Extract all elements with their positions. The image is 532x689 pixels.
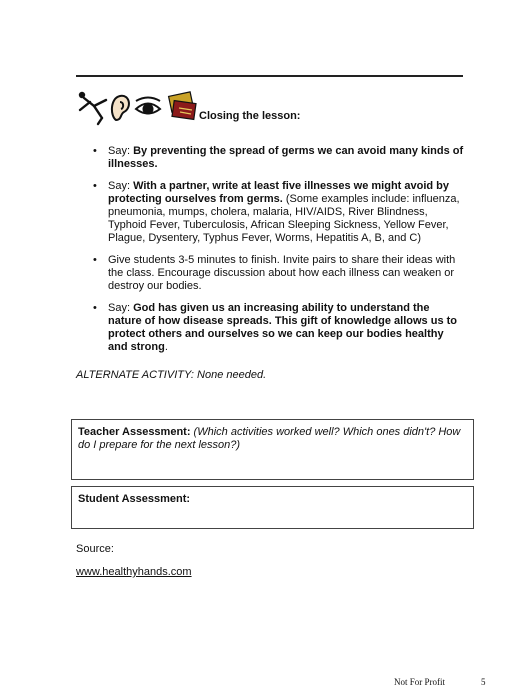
page-number: 5 [481,677,486,687]
teacher-assessment-label: Teacher Assessment: [78,426,191,438]
teacher-assessment-question: (Which activities worked well? Which ones didn't? How do I prepare for the next lesson?) [78,426,461,451]
alternate-activity: ALTERNATE ACTIVITY: None needed. [76,369,267,381]
source-label: Source: [76,543,114,555]
eye-icon [136,98,160,114]
activity-icons [76,90,206,126]
list-item: • Give students 3-5 minutes to finish. Invite pairs to share their ideas with the class. Encourage discussion about how each illness can weaken or destroy our bodies. [93,254,465,293]
horizontal-rule [76,75,463,77]
student-assessment-box [71,486,474,529]
list-item: • Say: By preventing the spread of germs we can avoid many kinds of illnesses. [93,145,465,171]
book-icon [169,92,196,120]
teacher-assessment-box [71,419,474,480]
closing-bullet-list [93,145,465,363]
closing-title: Closing the lesson: [199,110,301,122]
student-assessment-label: Student Assessment: [78,493,191,505]
footer-text: Not For Profit [394,677,446,687]
ear-icon [112,96,129,120]
list-item: • Say: With a partner, write at least five illnesses we might avoid by protecting ourselves from germs. (Some examples include: influenza, pneumonia, mumps, cholera, malaria, HIV/AIDS, River Blindness, Typhoid Fever, Tuberculosis, African Sleeping Sickness, Yellow Fever, Plague, Dysentery, Typhus Fever, Worms, Hepatitis A, B, and C) [93,180,465,245]
stretching-figure-icon [79,92,106,124]
source-link[interactable]: www.healthyhands.com [76,566,192,578]
list-item: • Say: God has given us an increasing ability to understand the nature of how disease spreads. This gift of knowledge allows us to protect others and ourselves so we can keep our bodies healthy and strong. [93,302,465,354]
